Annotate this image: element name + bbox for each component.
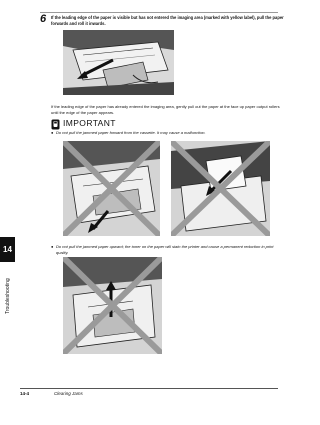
bullet-text: Do not pull the jammed paper upward; the toner on the paper will stain the printer and cause a permanent reduction in print quality. bbox=[56, 244, 274, 255]
bullet-icon: ● bbox=[51, 244, 54, 249]
page-number: 14-4 bbox=[20, 391, 30, 396]
footer-rule bbox=[20, 388, 278, 389]
prohibited-pull-upward-illustration bbox=[63, 257, 162, 354]
pull-paper-illustration bbox=[63, 30, 174, 95]
prohibited-pull-forward-illustration bbox=[63, 141, 160, 236]
instruction-paragraph: If the leading edge of the paper has already entered the imaging area, gently pull out the paper at the face up paper output rollers until the edge of the paper appears. bbox=[51, 104, 280, 115]
chapter-label: Troubleshooting bbox=[5, 278, 11, 314]
bullet-icon: ● bbox=[51, 130, 54, 135]
important-bullet-2 bbox=[51, 244, 281, 256]
chapter-tab: 14 bbox=[0, 237, 15, 262]
section-title: Clearing Jams bbox=[54, 391, 83, 396]
step-instruction: If the leading edge of the paper is visible but has not entered the imaging area (marked with yellow label), pull the paper forwards and roll it inwards. bbox=[51, 15, 284, 26]
important-hand-icon bbox=[51, 117, 60, 128]
important-heading: IMPORTANT bbox=[63, 118, 116, 128]
important-bullet-1 bbox=[51, 130, 281, 136]
bullet-text: Do not pull the jammed paper forward from the cassette. It may cause a malfunction. bbox=[56, 130, 206, 135]
step-number: 6 bbox=[40, 13, 47, 25]
top-rule bbox=[40, 12, 278, 13]
prohibited-pull-forward-illustration-2 bbox=[171, 141, 270, 236]
